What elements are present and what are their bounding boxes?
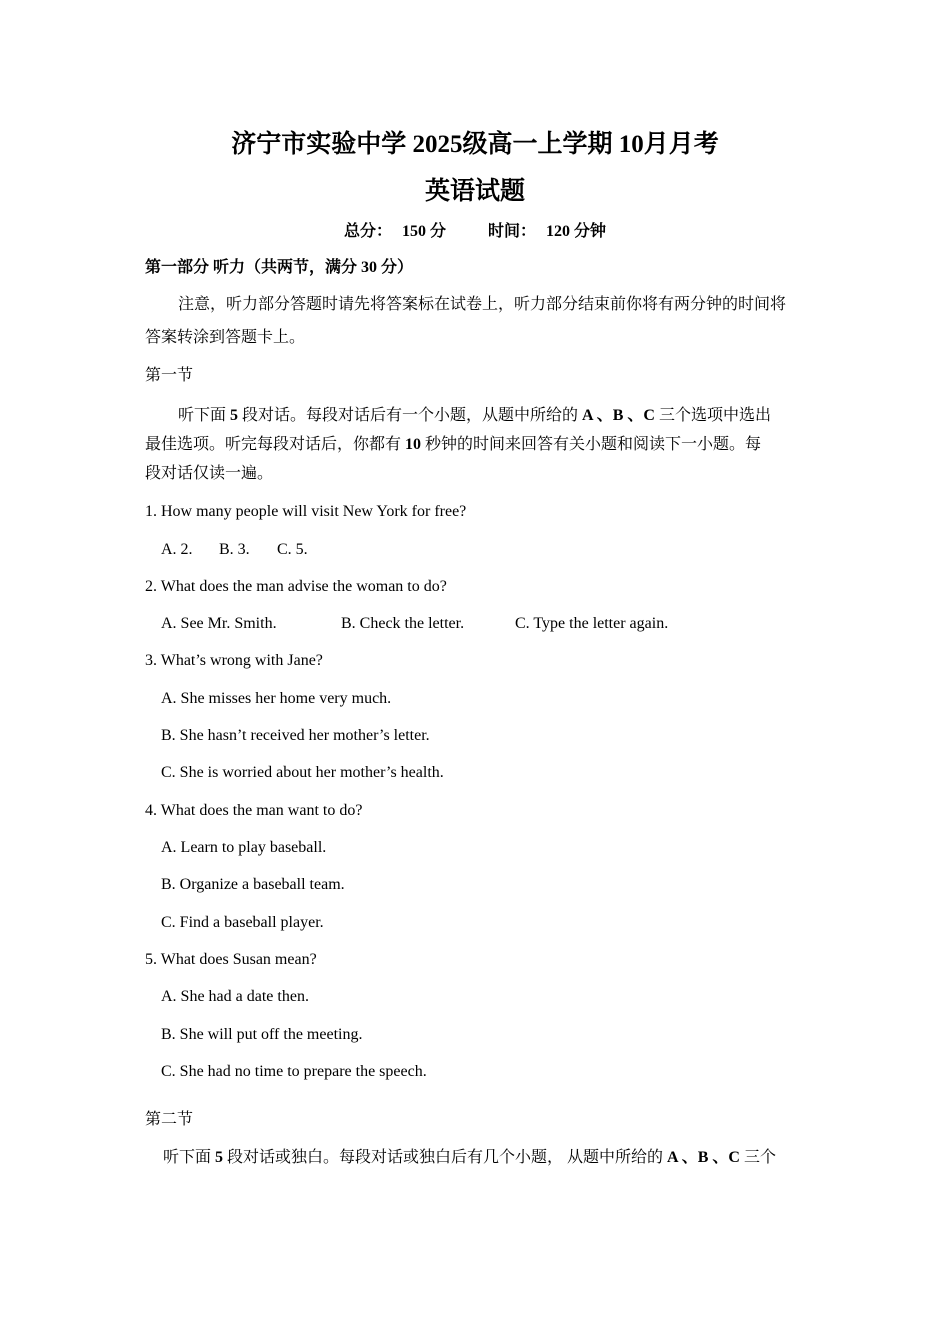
question-5-option-c: C. She had no time to prepare the speech. <box>161 1063 427 1080</box>
part1-note-line1: 注意，听力部分答题时请先将答案标在试卷上，听力部分结束前你将有两分钟的时间将 <box>178 296 787 313</box>
question-3-option-b: B. She hasn’t received her mother’s letter. <box>161 727 430 744</box>
question-5-stem: 5. What does Susan mean? <box>145 951 317 968</box>
question-2-option-c: C. Type the letter again. <box>515 615 669 632</box>
question-1-option-c: C. 5. <box>277 541 308 558</box>
question-4-option-a: A. Learn to play baseball. <box>161 839 327 856</box>
part1-note-line2: 答案转涂到答题卡上。 <box>145 329 306 346</box>
exam-meta <box>0 218 950 241</box>
section1-instructions-line2: 最佳选项。听完每段对话后，你都有 10 秒钟的时间来回答有关小题和阅读下一小题。每 <box>145 436 762 453</box>
question-2-option-b: B. Check the letter. <box>341 615 465 632</box>
time-value: 120 分钟 <box>546 223 607 240</box>
section2-heading: 第二节 <box>145 1111 194 1128</box>
part1-heading: 第一部分 听力（共两节，满分 30 分） <box>145 259 414 276</box>
question-1-option-a: A. 2. <box>161 541 193 558</box>
score-label: 总分： <box>343 223 392 240</box>
question-4-option-c: C. Find a baseball player. <box>161 914 324 931</box>
question-3-stem: 3. What’s wrong with Jane? <box>145 652 323 669</box>
question-5-option-a: A. She had a date then. <box>161 988 309 1005</box>
question-4-stem: 4. What does the man want to do? <box>145 802 363 819</box>
section1-instructions-line1: 听下面 5 段对话。每段对话后有一个小题，从题中所给的 A 、B 、C 三个选项中选出 <box>178 407 771 424</box>
question-1-stem: 1. How many people will visit New York for free? <box>145 503 467 520</box>
section2-instructions-line1: 听下面 5 段对话或独白。每段对话或独白后有几个小题， 从题中所给的 A 、B 、C 三个 <box>163 1149 776 1166</box>
section1-instructions-line3: 段对话仅读一遍。 <box>145 465 274 482</box>
question-2-stem: 2. What does the man advise the woman to do? <box>145 578 447 595</box>
time-label: 时间： <box>488 223 537 240</box>
exam-subject-title: 英语试题 <box>424 178 525 205</box>
exam-title: 济宁市实验中学 2025级高一上学期 10月月考 <box>231 131 719 158</box>
question-2-option-a: A. See Mr. Smith. <box>161 615 277 632</box>
question-3-option-a: A. She misses her home very much. <box>161 690 392 707</box>
section1-heading: 第一节 <box>145 367 194 384</box>
question-5-option-b: B. She will put off the meeting. <box>161 1026 363 1043</box>
question-3-option-c: C. She is worried about her mother’s health. <box>161 764 444 781</box>
score-value: 150 分 <box>401 223 446 240</box>
question-4-option-b: B. Organize a baseball team. <box>161 876 345 893</box>
question-1-option-b: B. 3. <box>219 541 250 558</box>
